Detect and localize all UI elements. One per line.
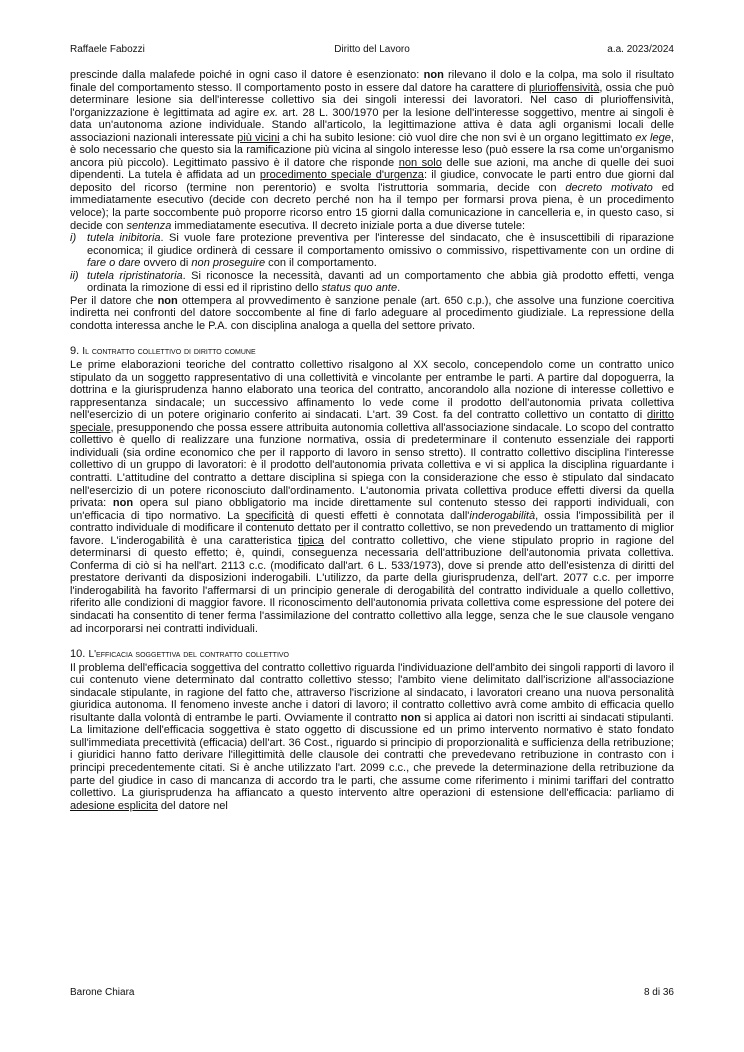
list-item — [70, 232, 674, 270]
page-content — [70, 69, 674, 812]
list-item-number: i) — [70, 232, 77, 245]
list-item-text: tutela ripristinatoria. Si riconosce la necessità, davanti ad un comportamento che abbia già prodotto effetti, venga ordinata la rimozione di essi ed il ripristino dello status quo ante. — [87, 269, 674, 295]
section-heading-10: 10. L'efficacia soggettiva del contratto collettivo — [70, 648, 290, 661]
page-number: 8 di 36 — [643, 987, 674, 998]
page-footer — [70, 986, 674, 1000]
list-item-text: tutela inibitoria. Si vuole fare protezione preventiva per l'interesse del sindacato, che è insuscettibili di riparazione economica; il giudice ordinerà di cessare il comportamento omissivo o commissivo, rispettivamente con un ordine di fare o dare ovvero di non proseguire con il comportamento. — [87, 232, 674, 270]
header-author: Raffaele Fabozzi — [70, 44, 145, 55]
paragraph-penal-sanction: Per il datore che non ottempera al provvedimento è sanzione penale (art. 650 c.p.), che assolve una funzione coercitiva indiretta nei confronti del datore soccombente al fine di farlo adeguare al procedimento giudiziale. La repressione della condotta interessa anche le P.A. con disciplina analoga a quella del settore privato. — [70, 294, 675, 332]
footer-name: Barone Chiara — [70, 987, 135, 998]
paragraph-subjective-efficacy: Il problema dell'efficacia soggettiva del contratto collettivo riguarda l'individuazione dell'ambito dei singoli rapporti di lavoro il cui contenuto viene determinato dal contratto collettivo stesso; l'ambito viene delimitato dall'iscrizione all'associazione sindacale stipulante, in ragione del fatto che, attraverso l'iscrizione al sindacato, i lavoratori creano una nuova personalità giuridica autonoma. Il fenomeno investe anche i datori di lavoro; il contratto collettivo avrà come ambito di efficacia quello risultante dalla volontà di entrambe le parti. Ovviamente il contratto non si applica ai datori non iscritti ai sindacati stipulanti. La limitazione dell'efficacia soggettiva è stato oggetto di discussione ed un primo intervento normativo è stato fondato sull'immediata precettività (efficacia) dell'art. 36 Cost., riguardo si principio di proporzionalità e sufficienza della retribuzione; i giuridici hanno fatto derivare l'illegittimità delle clausole dei contratti che prevedevano retribuzione in contrasto con i principi precedentemente citati. Si è anche utilizzato l'art. 2099 c.c., che prevede la determinazione della retribuzione da parte del giudice in caso di mancanza di accordo tra le parti, che assume come riferimento i minimi tariffari del contratto collettivo. La giurisprudenza ha affiancato a questo intervento altre operazioni di estensione dell'efficacia: parliamo di adesione esplicita del datore nel — [70, 661, 674, 812]
paragraph-collective-contract: Le prime elaborazioni teoriche del contratto collettivo risalgono al XX secolo, concependolo come un contratto unico stipulato da un soggetto rappresentativo di una collettività e vincolante per entrambe le parti. A partire dal dopoguerra, la dottrina e la giurisprudenza hanno elaborato una teorica del contratto, ancorandolo alla nozione di interesse collettivo e rappresentanza sindacale; un successivo affinamento lo vede come il prodotto dell'autonomia privata collettiva nell'esercizio di un potere originario conferito ai sindacati. L'art. 39 Cost. fa del contratto collettivo un contatto di diritto speciale, presupponendo che possa essere attribuita autonomia collettiva all'associazione sindacale. Lo scopo del contratto collettivo è quello di realizzare una funzione normativa, ossia di predeterminare il contenuto essenziale dei rapporti individuali (sia ordine economico che per il rapporto di lavoro in senso stretto). Il contratto collettivo disciplina l'interesse collettivo di un gruppo di lavoratori: è il prodotto dell'autonomia privata collettiva e vi si applica la disciplina riguardante i contratti. L'attitudine del contratto a dettare disciplina si spiega con la considerazione che esso è stipulato dal sindacato nell'esercizio di un potere riconosciuto dall'ordinamento. L'autonomia privata collettiva produce effetti diversi da quella privata: non opera sul piano obbligatorio ma incide direttamente sul contenuto stesso dei rapporti individuali, con un'efficacia di tipo normativo. La specificità di questi effetti è connotata dall'inderogabilità, ossia l'impossibilità per il contratto individuale di modificare il contenuto dettato per il contratto collettivo, se non prevedendo un trattamento di miglior favore. L'inderogabilità è una caratteristica tipica del contratto collettivo, che viene stipulato proprio in ragione del determinarsi di questo effetto; è, quindi, conseguenza necessaria dell'attribuzione dell'autonomia privata collettiva. Conferma di ciò si ha nell'art. 2113 c.c. (modificato dall'art. 6 L. 533/1973), dove si prende atto dell'esistenza di diritti del prestatore derivanti da disposizioni inderogabili. L'utilizzo, da parte della giurisprudenza, dell'art. 2077 c.c. per imporre l'inderogabilità ha favorito l'affermarsi di un principio generale di derogabilità del contratto individuale a quello collettivo, riferito alle condizioni di maggior favore. Il riconoscimento dell'autonomia privata collettiva come espressione del potere dei sindacati ha consentito di tener ferma l'assimilazione del contratto collettivo alla legge, senza che le sue clausole vengano ad incorporarsi nei contratti individuali. — [70, 359, 674, 635]
header-course: Diritto del Lavoro — [334, 44, 410, 55]
list-item — [70, 270, 674, 295]
tutele-list — [70, 232, 674, 295]
list-item-number: ii) — [70, 269, 79, 282]
page-header — [70, 43, 674, 57]
header-academic-year: a.a. 2023/2024 — [607, 44, 674, 55]
section-heading-9: 9. Il contratto collettivo di diritto comune — [70, 345, 256, 358]
paragraph-legitimation: prescinde dalla malafede poiché in ogni caso il datore è esenzionato: non rilevano il dolo e la colpa, ma solo il risultato finale del comportamento stesso. Il comportamento posto in essere dal datore ha carattere di plurioffensività, ossia che può determinare lesione sia dell'interesse collettivo sia dei singoli interessi dei lavoratori. Nel caso di plurioffensività, l'organizzazione è legittimata ad agire ex. art. 28 L. 300/1970 per la lesione dell'interesse soggettivo, mentre ai singoli è data un'autonoma azione individuale. Stando all'articolo, la legittimazione attiva è data agli organismi locali delle associazioni nazionali interessate più vicini a chi ha subito lesione: ciò vuol dire che non svi è un organo legittimato ex lege, è solo necessario che questo sia la ramificazione più vicina al singolo interesse leso (può essere la rsa come un'organismo ancora più piccolo). Legittimato passivo è il datore che risponde non solo delle sue azioni, ma anche di quelle dei suoi dipendenti. La tutela è affidata ad un procedimento speciale d'urgenza: il giudice, convocate le parti entro due giorni dal deposito del ricorso (termine non perentorio) e svolta l'istruttoria sommaria, decide con decreto motivato ed immediatamente esecutivo (decide con decreto perché non ha il tempo per formarsi prova piena, è un procedimento veloce); la parte soccombente può proporre ricorso entro 15 giorni dalla comunicazione in cancelleria e, in questo caso, si decide con sentenza immediatamente esecutiva. Il decreto iniziale porta a due diverse tutele: — [70, 69, 675, 232]
